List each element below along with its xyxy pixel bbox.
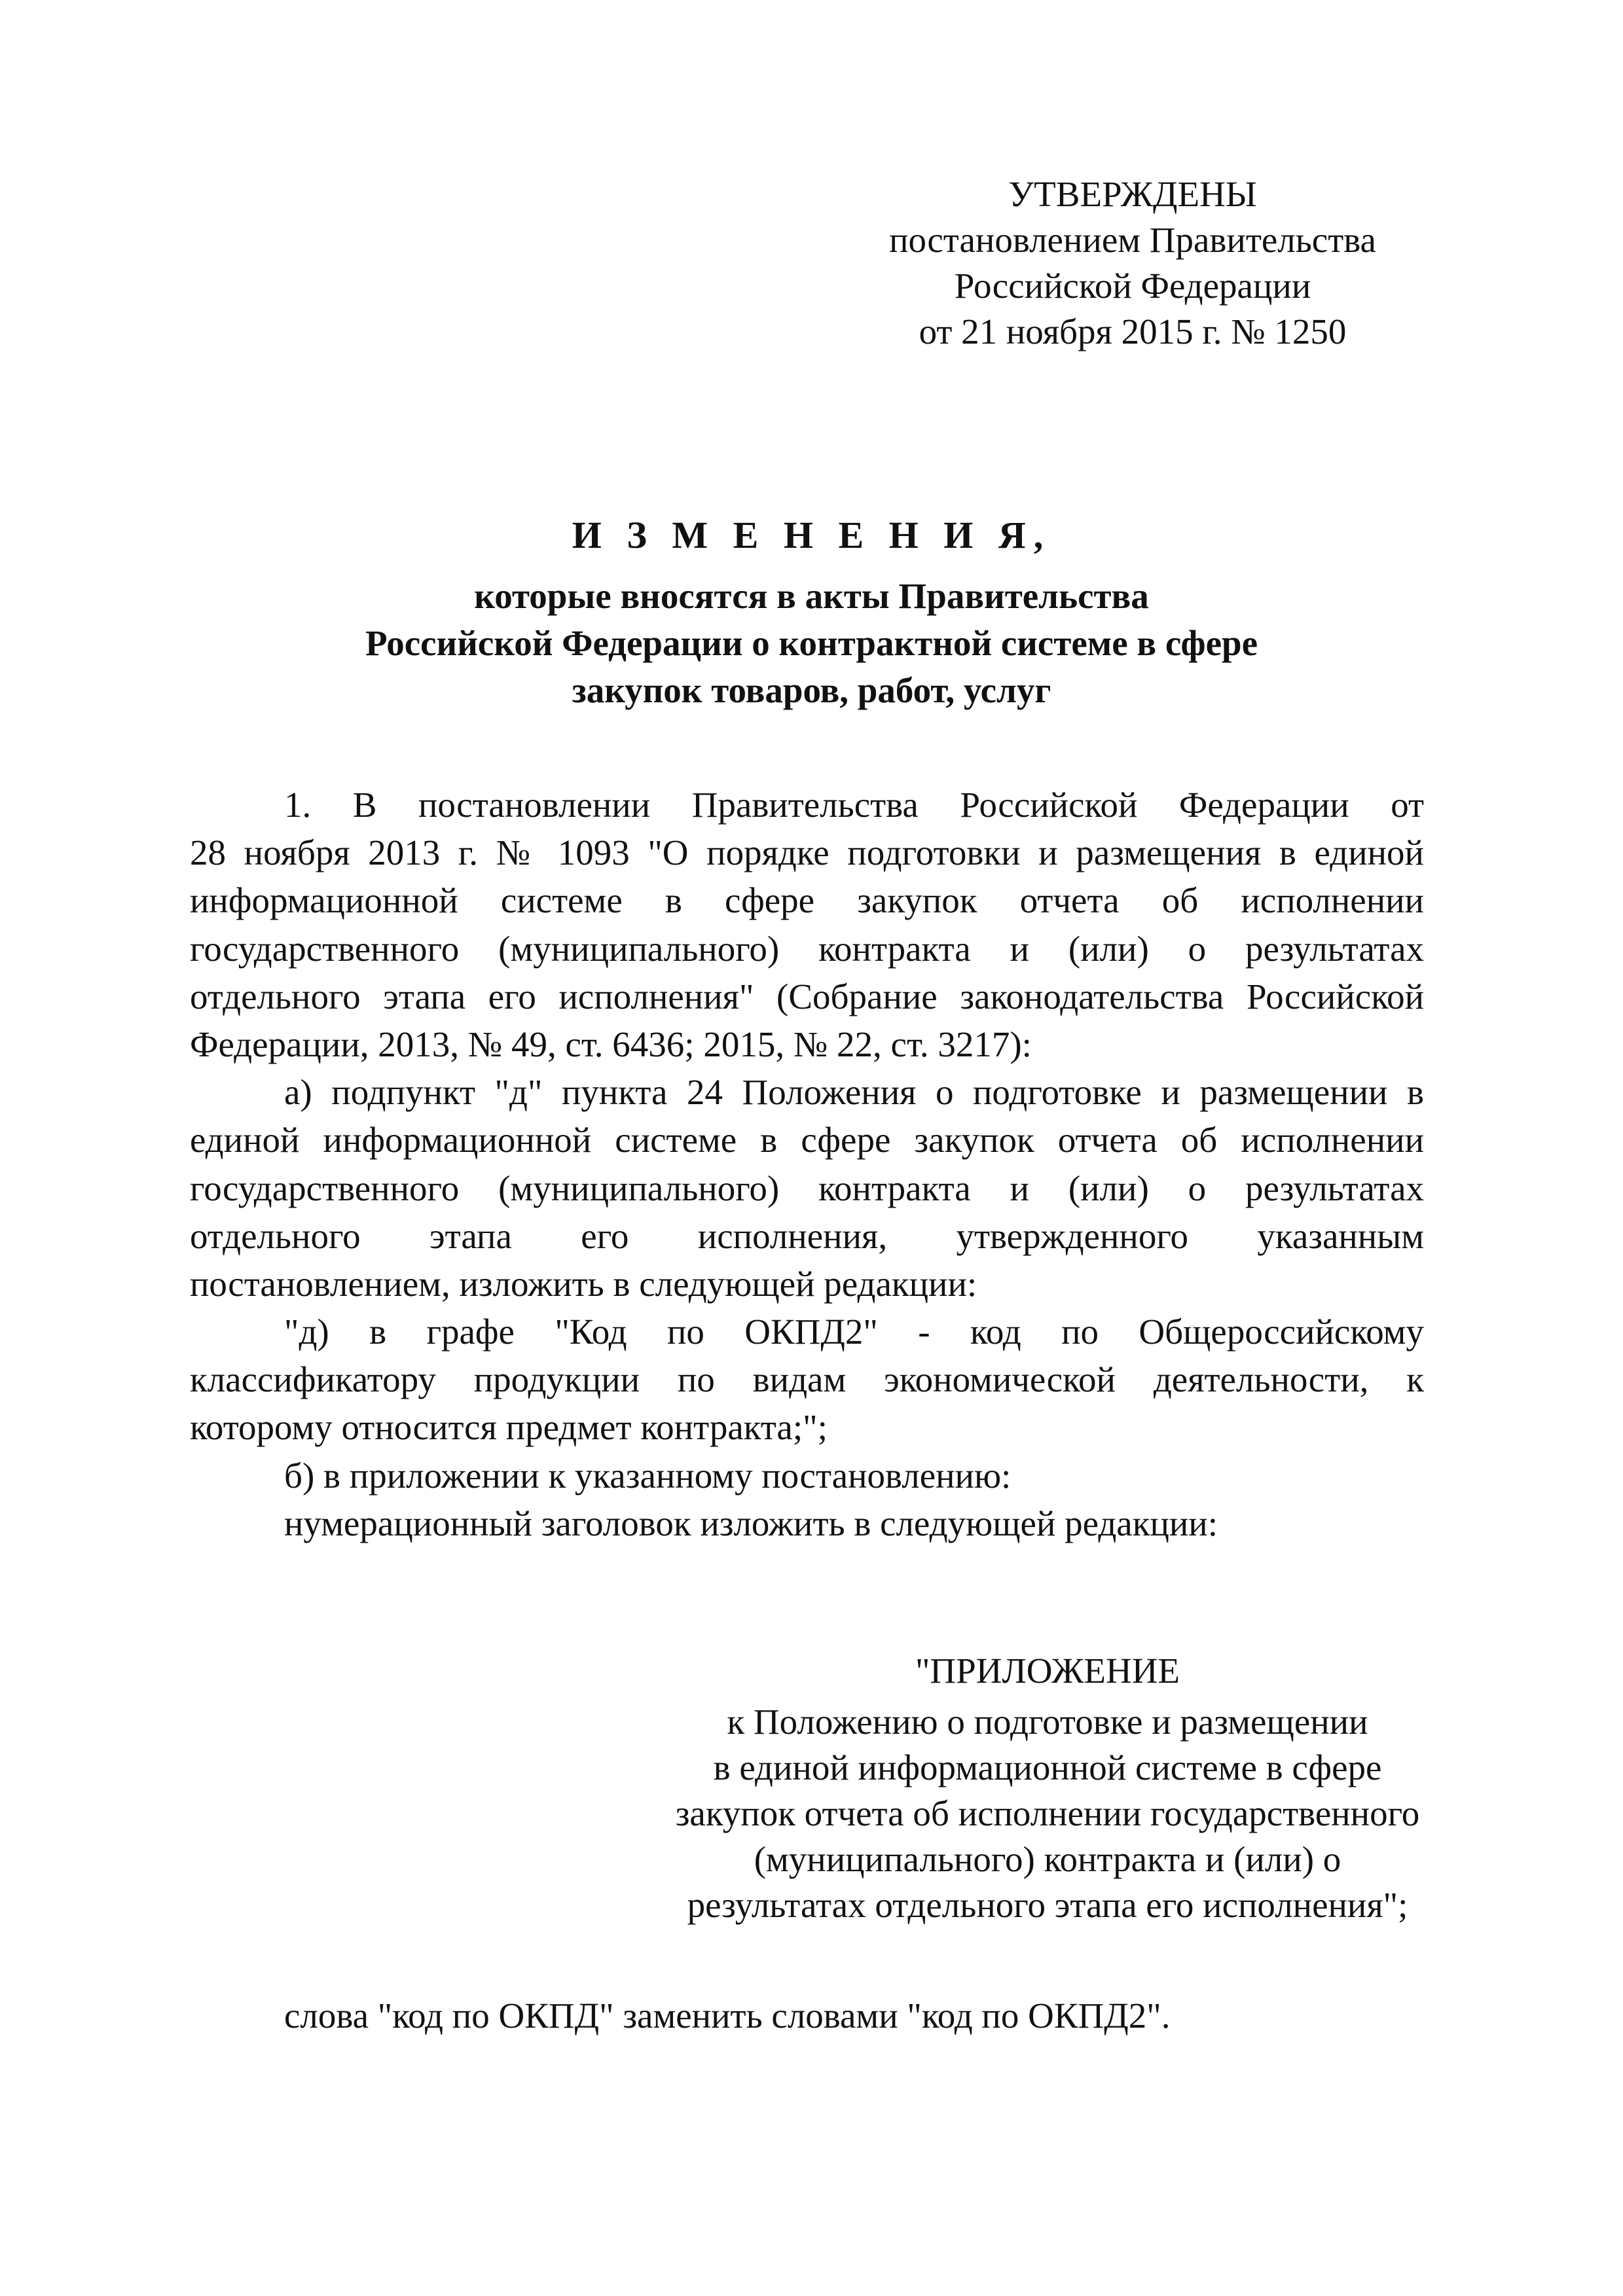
appendix-line-3: закупок отчета об исполнении государственного [675,1793,1420,1833]
body-line: 1. В постановлении Правительства Российской Федерации от [284,785,1424,825]
body-line: информационной системе в сфере закупок отчета об исполнении [190,880,1424,921]
body-line: государственного (муниципального) контракта и (или) о результатах [190,1168,1424,1208]
subtitle-line-1: которые вносятся в акты Правительства [474,576,1149,616]
approval-line-3: от 21 ноября 2015 г. № 1250 [919,312,1347,351]
body-line: Федерации, 2013, № 49, ст. 6436; 2015, № 22, ст. 3217): [190,1024,1032,1064]
approval-line-1: постановлением Правительства [889,220,1376,260]
body-line: единой информационной системе в сфере закупок отчета об исполнении [190,1120,1424,1160]
document-subtitle [0,573,1623,714]
appendix-title: "ПРИЛОЖЕНИЕ [915,1651,1180,1691]
body-line: "д) в графе "Код по ОКПД2" - код по Общероссийскому [284,1312,1424,1352]
document-title: И З М Е Н Е Н И Я, [572,514,1051,556]
approval-heading: УТВЕРЖДЕНЫ [1008,174,1257,214]
appendix-line-4: (муниципального) контракта и (или) о [754,1839,1341,1879]
approval-block [851,171,1414,355]
body-line: классификатору продукции по видам экономической деятельности, к [190,1359,1424,1400]
body-line: отдельного этапа его исполнения" (Собрание законодательства Российской [190,976,1424,1016]
appendix-line-1: к Положению о подготовке и размещении [727,1702,1368,1742]
appendix-heading-block [589,1648,1506,1928]
final-paragraph: слова "код по ОКПД" заменить словами "код по ОКПД2". [284,1996,1171,2036]
body-line: б) в приложении к указанному постановлению: [284,1455,1012,1496]
body-line: которому относится предмет контракта;"; [190,1407,828,1448]
subtitle-line-3: закупок товаров, работ, услуг [572,670,1051,710]
body-line: постановлением, изложить в следующей редакции: [190,1263,977,1304]
document-body [190,781,1424,1547]
body-line: государственного (муниципального) контракта и (или) о результатах [190,928,1424,969]
body-line: 28 ноября 2013 г. № 1093 "О порядке подготовки и размещения в единой [190,833,1424,873]
body-line: нумерационный заголовок изложить в следующей редакции: [284,1503,1218,1543]
body-line: а) подпункт "д" пункта 24 Положения о подготовке и размещении в [284,1072,1424,1113]
appendix-line-5: результатах отдельного этапа его исполнения"; [687,1885,1408,1925]
approval-line-2: Российской Федерации [954,266,1311,306]
body-line: отдельного этапа его исполнения, утвержденного указанным [190,1215,1424,1256]
appendix-line-2: в единой информационной системе в сфере [713,1748,1382,1787]
subtitle-line-2: Российской Федерации о контрактной системе в сфере [365,623,1258,663]
